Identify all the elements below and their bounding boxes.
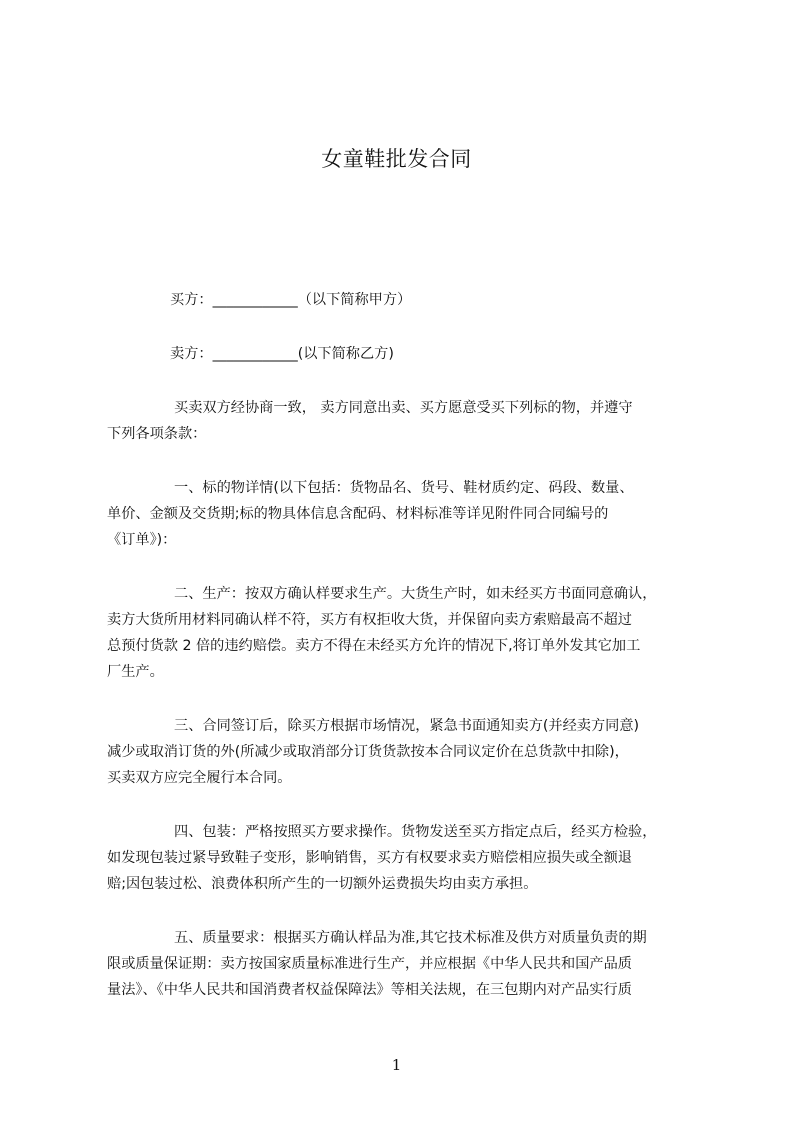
paragraph-line: 如发现包装过紧导致鞋子变形，影响销售，买方有权要求卖方赔偿相应损失或全额退 [107, 850, 632, 866]
paragraph-line: 二、生产：按双方确认样要求生产。大货生产时，如未经买方书面同意确认， [174, 586, 657, 602]
paragraph-line: 减少或取消订货的外(所减少或取消部分订货货款按本合同议定价在总货款中扣除)， [107, 744, 629, 760]
paragraph-line: 买卖双方经协商一致， 卖方同意出卖、买方愿意受买下列标的物，并遵守 [174, 400, 633, 416]
paragraph-line: 总预付货款 2 倍的违约赔偿。卖方不得在未经买方允许的情况下,将订单外发其它加工 [107, 638, 641, 654]
buyer-line: 买方：____________（以下简称甲方） [170, 292, 412, 308]
page-number: 1 [391, 1056, 402, 1074]
paragraph-line: 下列各项条款： [107, 426, 207, 442]
paragraph-line: 厂生产。 [107, 664, 164, 680]
paragraph-line: 单价、金额及交货期;标的物具体信息含配码、材料标准等详见附件同合同编号的 [107, 506, 609, 522]
paragraph-line: 量法》、《中华人民共和国消费者权益保障法》等相关法规，在三包期内对产品实行质 [107, 982, 632, 998]
document-title: 女童鞋批发合同 [321, 147, 472, 171]
paragraph-line: 买卖双方应完全履行本合同。 [107, 770, 292, 786]
paragraph-line: 三、合同签订后，除买方根据市场情况，紧急书面通知卖方(并经卖方同意) [174, 718, 640, 734]
paragraph-line: 限或质量保证期：卖方按国家质量标准进行生产，并应根据《中华人民共和国产品质 [107, 956, 632, 972]
paragraph-line: 赔;因包装过松、浪费体积所产生的一切额外运费损失均由卖方承担。 [107, 876, 538, 892]
paragraph-line: 《订单》)： [107, 532, 177, 548]
paragraph-line: 卖方大货所用材料同确认样不符，买方有权拒收大货，并保留向卖方索赔最高不超过 [107, 612, 632, 628]
seller-line: 卖方：____________(以下简称乙方) [170, 346, 394, 362]
paragraph-line: 一、标的物详情(以下包括：货物品名、货号、鞋材质约定、码段、数量、 [174, 480, 634, 496]
paragraph-line: 四、包装：严格按照买方要求操作。货物发送至买方指定点后，经买方检验， [174, 824, 657, 840]
paragraph-line: 五、质量要求：根据买方确认样品为准,其它技术标准及供方对质量负责的期 [174, 930, 647, 946]
